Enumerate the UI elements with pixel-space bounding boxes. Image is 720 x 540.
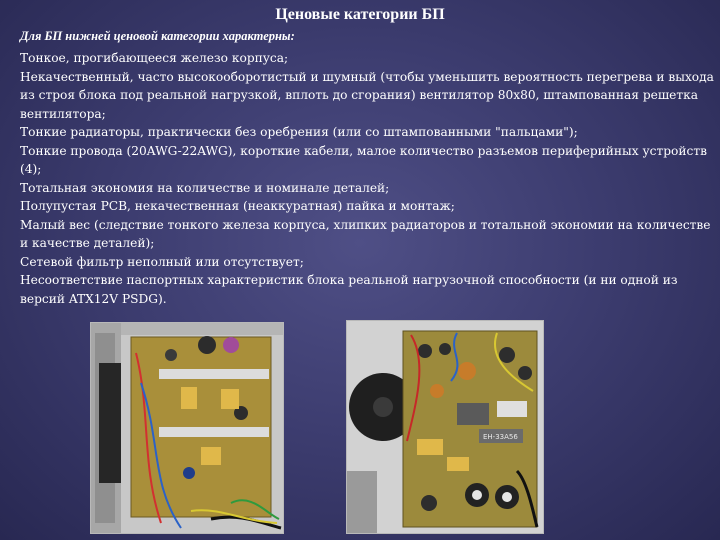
board-label: EH-33A56 xyxy=(483,433,518,441)
list-item: Сетевой фильтр неполный или отсутствует; xyxy=(20,254,304,269)
slide-subtitle: Для БП нижней ценовой категории характерны: xyxy=(20,29,295,43)
slide-title: Ценовые категории БП xyxy=(275,6,445,23)
list-item: Тонкие провода (20AWG-22AWG), короткие кабели, малое количество разъемов периферийных устройств (4); xyxy=(20,143,707,176)
psu-photo-left xyxy=(90,322,284,534)
list-item: Малый вес (следствие тонкого железа корпуса, хлипких радиаторов и тотальной экономии на количестве и качестве деталей); xyxy=(20,217,711,250)
psu-photo-right xyxy=(346,320,544,534)
list-item: Некачественный, часто высокооборотистый и шумный (чтобы уменьшить вероятность перегрева и выхода из строя блока под реальной нагрузкой, вплоть до сгорания) вентилятор 80x80, штампованная решетка вентилятора; xyxy=(20,69,714,121)
psu-left-image xyxy=(91,323,283,533)
list-item: Полупустая PCB, некачественная (неаккуратная) пайка и монтаж; xyxy=(20,199,455,213)
list-item: Несоответствие паспортных характеристик блока реальной нагрузочной способности (и ни одной из версий ATX12V PSDG). xyxy=(20,273,678,306)
list-item: Тотальная экономия на количестве и номинале деталей; xyxy=(20,180,390,195)
psu-right-image xyxy=(347,321,543,533)
list-item: Тонкое, прогибающееся железо корпуса; xyxy=(20,51,289,65)
list-item: Тонкие радиаторы, практически без оребрения (или со штампованными "пальцами"); xyxy=(20,125,578,139)
characteristics-list xyxy=(20,49,714,308)
